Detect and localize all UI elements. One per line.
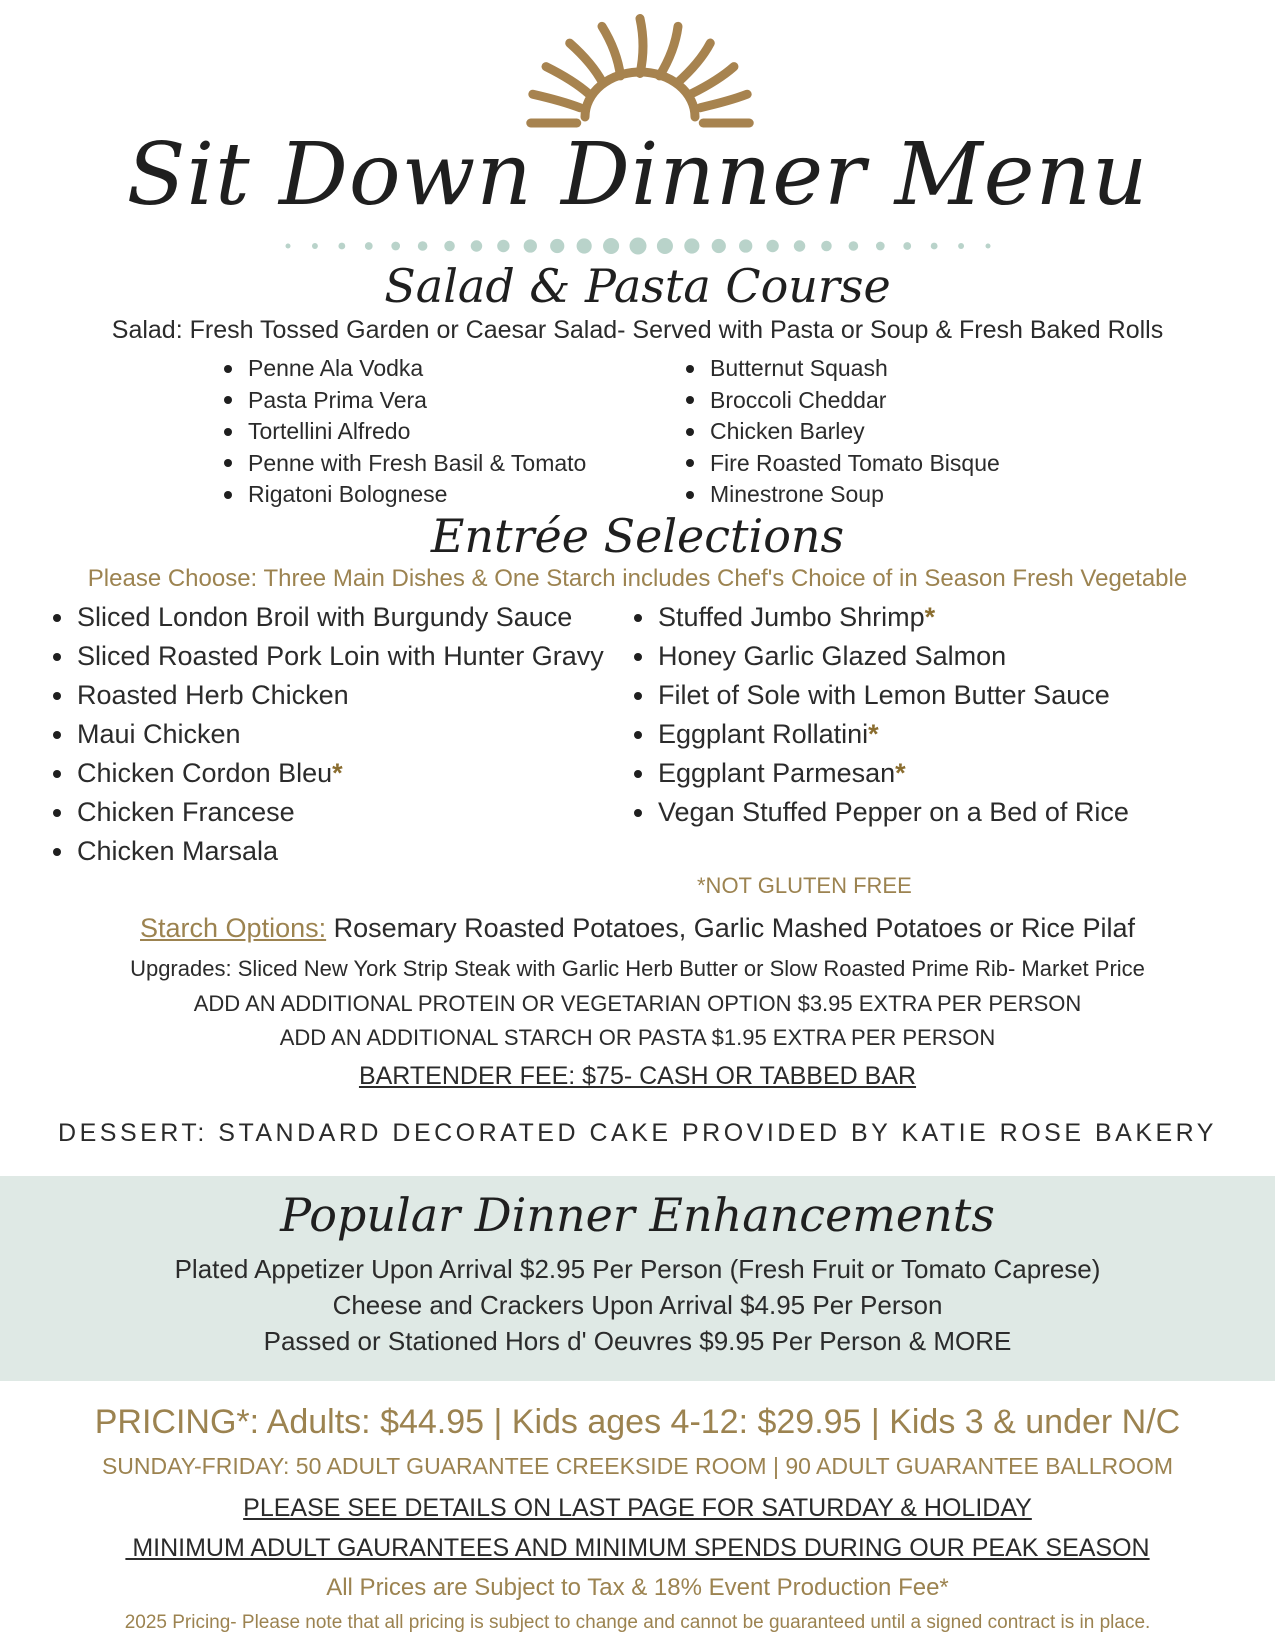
divider-dot xyxy=(312,243,318,249)
entree-item-label: Honey Garlic Glazed Salmon xyxy=(658,641,1007,671)
soup-item-label: Broccoli Cheddar xyxy=(710,386,887,413)
pasta-item-label: Rigatoni Bolognese xyxy=(248,481,448,507)
divider-dot xyxy=(444,241,455,252)
not-gluten-free-mark: * xyxy=(868,719,879,749)
dessert-line: DESSERT: STANDARD DECORATED CAKE PROVIDED BY KATIE ROSE BAKERY xyxy=(58,1119,1217,1147)
pasta-list xyxy=(222,353,586,511)
entree-item-label: Chicken Francese xyxy=(77,797,295,827)
divider-dot xyxy=(365,242,373,250)
divider-dot xyxy=(338,243,345,250)
soup-item xyxy=(684,353,1000,385)
divider-dot xyxy=(739,239,752,252)
entree-item-label: Roasted Herb Chicken xyxy=(77,680,349,710)
entree-item xyxy=(632,637,1129,676)
pasta-item xyxy=(222,479,586,511)
pasta-item-label: Pasta Prima Vera xyxy=(248,386,427,413)
sun-ray xyxy=(546,67,589,94)
bullet-icon xyxy=(686,396,694,404)
divider-dot xyxy=(391,242,400,251)
bullet-icon xyxy=(53,692,61,700)
entree-item-label: Sliced Roasted Pork Loin with Hunter Gravy xyxy=(77,641,604,671)
entree-list-right xyxy=(632,598,1129,832)
bullet-icon xyxy=(686,365,694,373)
pasta-item xyxy=(222,448,586,480)
entree-item xyxy=(632,598,1129,637)
divider-dot xyxy=(657,238,673,254)
bullet-icon xyxy=(53,848,61,856)
entree-item-label: Vegan Stuffed Pepper on a Bed of Rice xyxy=(658,797,1129,827)
entree-list-left xyxy=(51,598,604,871)
pricing-disclaimer: 2025 Pricing- Please note that all pricing is subject to change and cannot be guaranteed until a signed contract is in place. xyxy=(124,1612,1151,1633)
soup-item-label: Minestrone Soup xyxy=(710,481,884,507)
pasta-item xyxy=(222,416,586,448)
salad-pasta-heading: Salad & Pasta Course xyxy=(384,259,891,313)
entree-item xyxy=(632,793,1129,832)
sun-ray xyxy=(533,94,580,107)
entree-item-label: Stuffed Jumbo Shrimp xyxy=(658,602,925,632)
bullet-icon xyxy=(53,809,61,817)
entree-item xyxy=(51,676,604,715)
bullet-icon xyxy=(224,459,232,467)
entree-item-label: Maui Chicken xyxy=(77,719,241,749)
entree-item xyxy=(51,793,604,832)
add-starch-line: ADD AN ADDITIONAL STARCH OR PASTA $1.95 EXTRA PER PERSON xyxy=(279,1025,996,1050)
divider-dot xyxy=(524,239,537,252)
not-gluten-free-mark: * xyxy=(332,758,343,788)
bullet-icon xyxy=(634,614,642,622)
pricing-main: PRICING*: Adults: $44.95 | Kids ages 4-12: $29.95 | Kids 3 & under N/C xyxy=(94,1403,1181,1441)
starch-label: Starch Options: xyxy=(140,913,327,943)
entree-item xyxy=(51,832,604,871)
sun-ray xyxy=(602,26,620,76)
sun-ray xyxy=(700,94,747,107)
pasta-item xyxy=(222,353,586,385)
soup-item xyxy=(684,385,1000,417)
divider-dot xyxy=(876,242,885,251)
entree-item-label: Sliced London Broil with Burgundy Sauce xyxy=(77,602,573,632)
pricing-guarantee: SUNDAY-FRIDAY: 50 ADULT GUARANTEE CREEKSIDE ROOM | 90 ADULT GUARANTEE BALLROOM xyxy=(101,1453,1174,1479)
entree-item xyxy=(632,676,1129,715)
divider-dot xyxy=(931,243,938,250)
sun-ray xyxy=(570,43,603,83)
details-line-2: MINIMUM ADULT GAURANTEES AND MINIMUM SPENDS DURING OUR PEAK SEASON xyxy=(125,1534,1150,1562)
not-gluten-free-mark: * xyxy=(924,602,936,632)
bullet-icon xyxy=(686,428,694,436)
sun-ray xyxy=(677,43,710,83)
tax-line: All Prices are Subject to Tax & 18% Event Production Fee* xyxy=(326,1574,949,1601)
divider-dot xyxy=(684,238,699,253)
sun-ray xyxy=(660,26,678,76)
sun-ray xyxy=(640,19,643,74)
entree-item xyxy=(51,637,604,676)
starch-text: Rosemary Roasted Potatoes, Garlic Mashed Potatoes or Rice Pilaf xyxy=(326,913,1135,943)
soup-list xyxy=(684,353,1000,511)
bullet-icon xyxy=(224,396,232,404)
soup-item-label: Chicken Barley xyxy=(710,418,865,444)
divider-dot xyxy=(630,238,647,255)
pasta-item-label: Tortellini Alfredo xyxy=(248,418,411,444)
entree-item xyxy=(632,754,1129,793)
divider-dot xyxy=(471,240,482,251)
divider-dot xyxy=(766,240,778,252)
not-gluten-free-mark: * xyxy=(895,758,906,788)
divider-dot xyxy=(712,239,726,253)
bullet-icon xyxy=(53,614,61,622)
entree-item-label: Filet of Sole with Lemon Butter Sauce xyxy=(658,680,1110,710)
dotted-divider xyxy=(280,236,995,256)
soup-item xyxy=(684,416,1000,448)
entree-item xyxy=(51,598,604,637)
pasta-item xyxy=(222,385,586,417)
entree-item xyxy=(51,754,604,793)
gluten-note: *NOT GLUTEN FREE xyxy=(697,873,912,898)
bullet-icon xyxy=(634,731,642,739)
divider-dot xyxy=(577,238,592,253)
soup-item-label: Fire Roasted Tomato Bisque xyxy=(710,449,1000,476)
enhancements-heading: Popular Dinner Enhancements xyxy=(280,1188,995,1242)
add-protein-line: ADD AN ADDITIONAL PROTEIN OR VEGETARIAN OPTION $3.95 EXTRA PER PERSON xyxy=(193,991,1082,1016)
entree-item xyxy=(51,715,604,754)
divider-dot xyxy=(497,240,509,252)
bullet-icon xyxy=(224,428,232,436)
pasta-item-label: Penne Ala Vodka xyxy=(248,355,424,381)
divider-dot xyxy=(286,244,291,249)
soup-item-label: Butternut Squash xyxy=(710,355,888,381)
divider-dot xyxy=(903,242,911,250)
bullet-icon xyxy=(686,491,694,499)
bullet-icon xyxy=(53,770,61,778)
enhancement-line-2: Cheese and Crackers Upon Arrival $4.95 Per Person xyxy=(332,1290,943,1320)
bullet-icon xyxy=(53,731,61,739)
divider-dot xyxy=(794,240,805,251)
soup-item xyxy=(684,479,1000,511)
bullet-icon xyxy=(634,770,642,778)
page-title: Sit Down Dinner Menu xyxy=(126,125,1149,225)
starch-options xyxy=(0,910,1275,946)
bartender-fee: BARTENDER FEE: $75- CASH OR TABBED BAR xyxy=(358,1062,917,1090)
bullet-icon xyxy=(224,365,232,373)
bullet-icon xyxy=(686,459,694,467)
salad-intro: Salad: Fresh Tossed Garden or Caesar Salad- Served with Pasta or Soup & Fresh Baked Rolls xyxy=(111,316,1164,344)
soup-item xyxy=(684,448,1000,480)
divider-dot xyxy=(821,241,832,252)
details-line-1: PLEASE SEE DETAILS ON LAST PAGE FOR SATURDAY & HOLIDAY xyxy=(243,1494,1032,1522)
enhancement-line-3: Passed or Stationed Hors d' Oeuvres $9.95 Per Person & MORE xyxy=(263,1326,1012,1356)
entree-item-label: Chicken Cordon Bleu xyxy=(77,758,333,788)
enhancement-line-1: Plated Appetizer Upon Arrival $2.95 Per Person (Fresh Fruit or Tomato Caprese) xyxy=(174,1254,1101,1284)
entree-instructions: Please Choose: Three Main Dishes & One Starch includes Chef's Choice of in Season Fresh Vegetable xyxy=(87,565,1188,592)
bullet-icon xyxy=(224,491,232,499)
divider-dot xyxy=(603,238,619,254)
bullet-icon xyxy=(634,692,642,700)
divider-dot xyxy=(958,243,964,249)
divider-dot xyxy=(550,239,564,253)
entree-item xyxy=(632,715,1129,754)
pasta-item-label: Penne with Fresh Basil & Tomato xyxy=(248,449,587,476)
entree-item-label: Chicken Marsala xyxy=(77,836,279,866)
sun-ray xyxy=(691,67,734,94)
bullet-icon xyxy=(634,653,642,661)
bullet-icon xyxy=(634,809,642,817)
divider-dot xyxy=(418,241,428,251)
entree-heading: Entrée Selections xyxy=(430,509,845,563)
upgrades-line: Upgrades: Sliced New York Strip Steak with Garlic Herb Butter or Slow Roasted Prime Rib- Market Price xyxy=(130,956,1145,981)
divider-dot xyxy=(986,244,991,249)
divider-dot xyxy=(849,241,859,251)
bullet-icon xyxy=(53,653,61,661)
entree-item-label: Eggplant Parmesan xyxy=(658,758,896,788)
entree-item-label: Eggplant Rollatini xyxy=(658,719,869,749)
